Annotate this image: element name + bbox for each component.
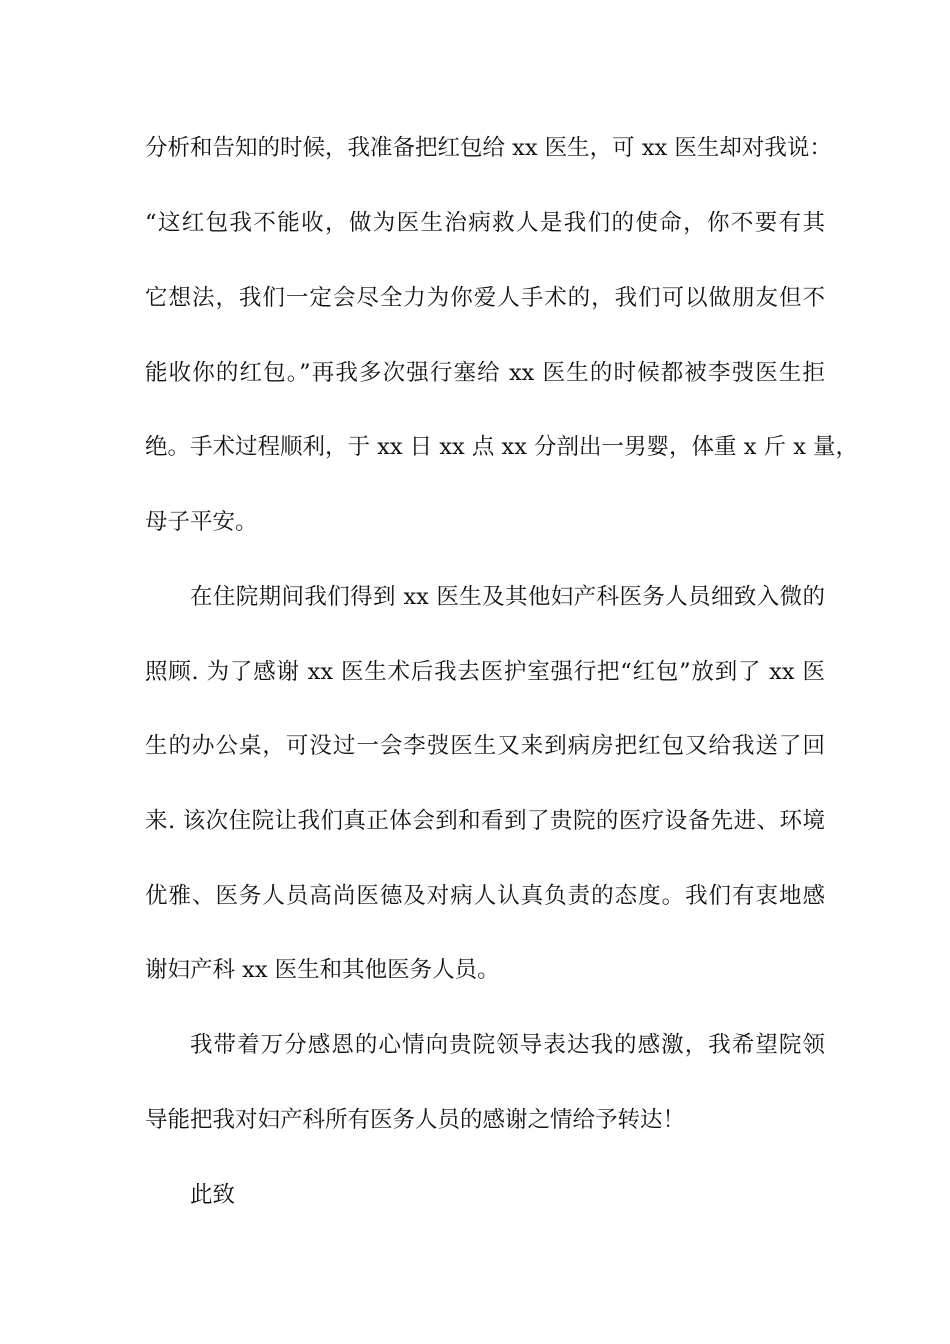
paragraph-line: 来. 该次住院让我们真正体会到和看到了贵院的医疗设备先进、环境 — [145, 808, 825, 834]
paragraph-line: 优雅、医务人员高尚医德及对病人认真负责的态度。我们有衷地感 — [145, 883, 825, 909]
paragraph-line: 导能把我对妇产科所有医务人员的感谢之情给予转达！ — [145, 1107, 686, 1133]
paragraph-line: “这红包我不能收，做为医生治病救人是我们的使命，你不要有其 — [145, 210, 825, 236]
paragraph-line: 谢妇产科 xx 医生和其他医务人员。 — [145, 957, 500, 983]
closing-salutation: 此致 — [190, 1182, 236, 1208]
paragraph-line: 分析和告知的时候，我准备把红包给 xx 医生，可 xx 医生却对我说： — [145, 135, 832, 161]
paragraph-line: 照顾. 为了感谢 xx 医生术后我去医护室强行把“红包”放到了 xx 医 — [145, 659, 825, 685]
paragraph-line: 在住院期间我们得到 xx 医生及其他妇产科医务人员细致入微的 — [190, 584, 825, 610]
paragraph-line: 能收你的红包。”再我多次强行塞给 xx 医生的时候都被李弢医生拒 — [145, 360, 825, 386]
paragraph-line: 我带着万分感恩的心情向贵院领导表达我的感激，我希望院领 — [190, 1032, 825, 1058]
paragraph-line: 生的办公桌，可没过一会李弢医生又来到病房把红包又给我送了回 — [145, 733, 825, 759]
paragraph-line: 母子平安。 — [145, 509, 258, 535]
paragraph-line: 它想法，我们一定会尽全力为你爱人手术的，我们可以做朋友但不 — [145, 285, 825, 311]
paragraph-line: 绝。手术过程顺利，于 xx 日 xx 点 xx 分剖出一男婴，体重 x 斤 x 量， — [145, 434, 859, 460]
